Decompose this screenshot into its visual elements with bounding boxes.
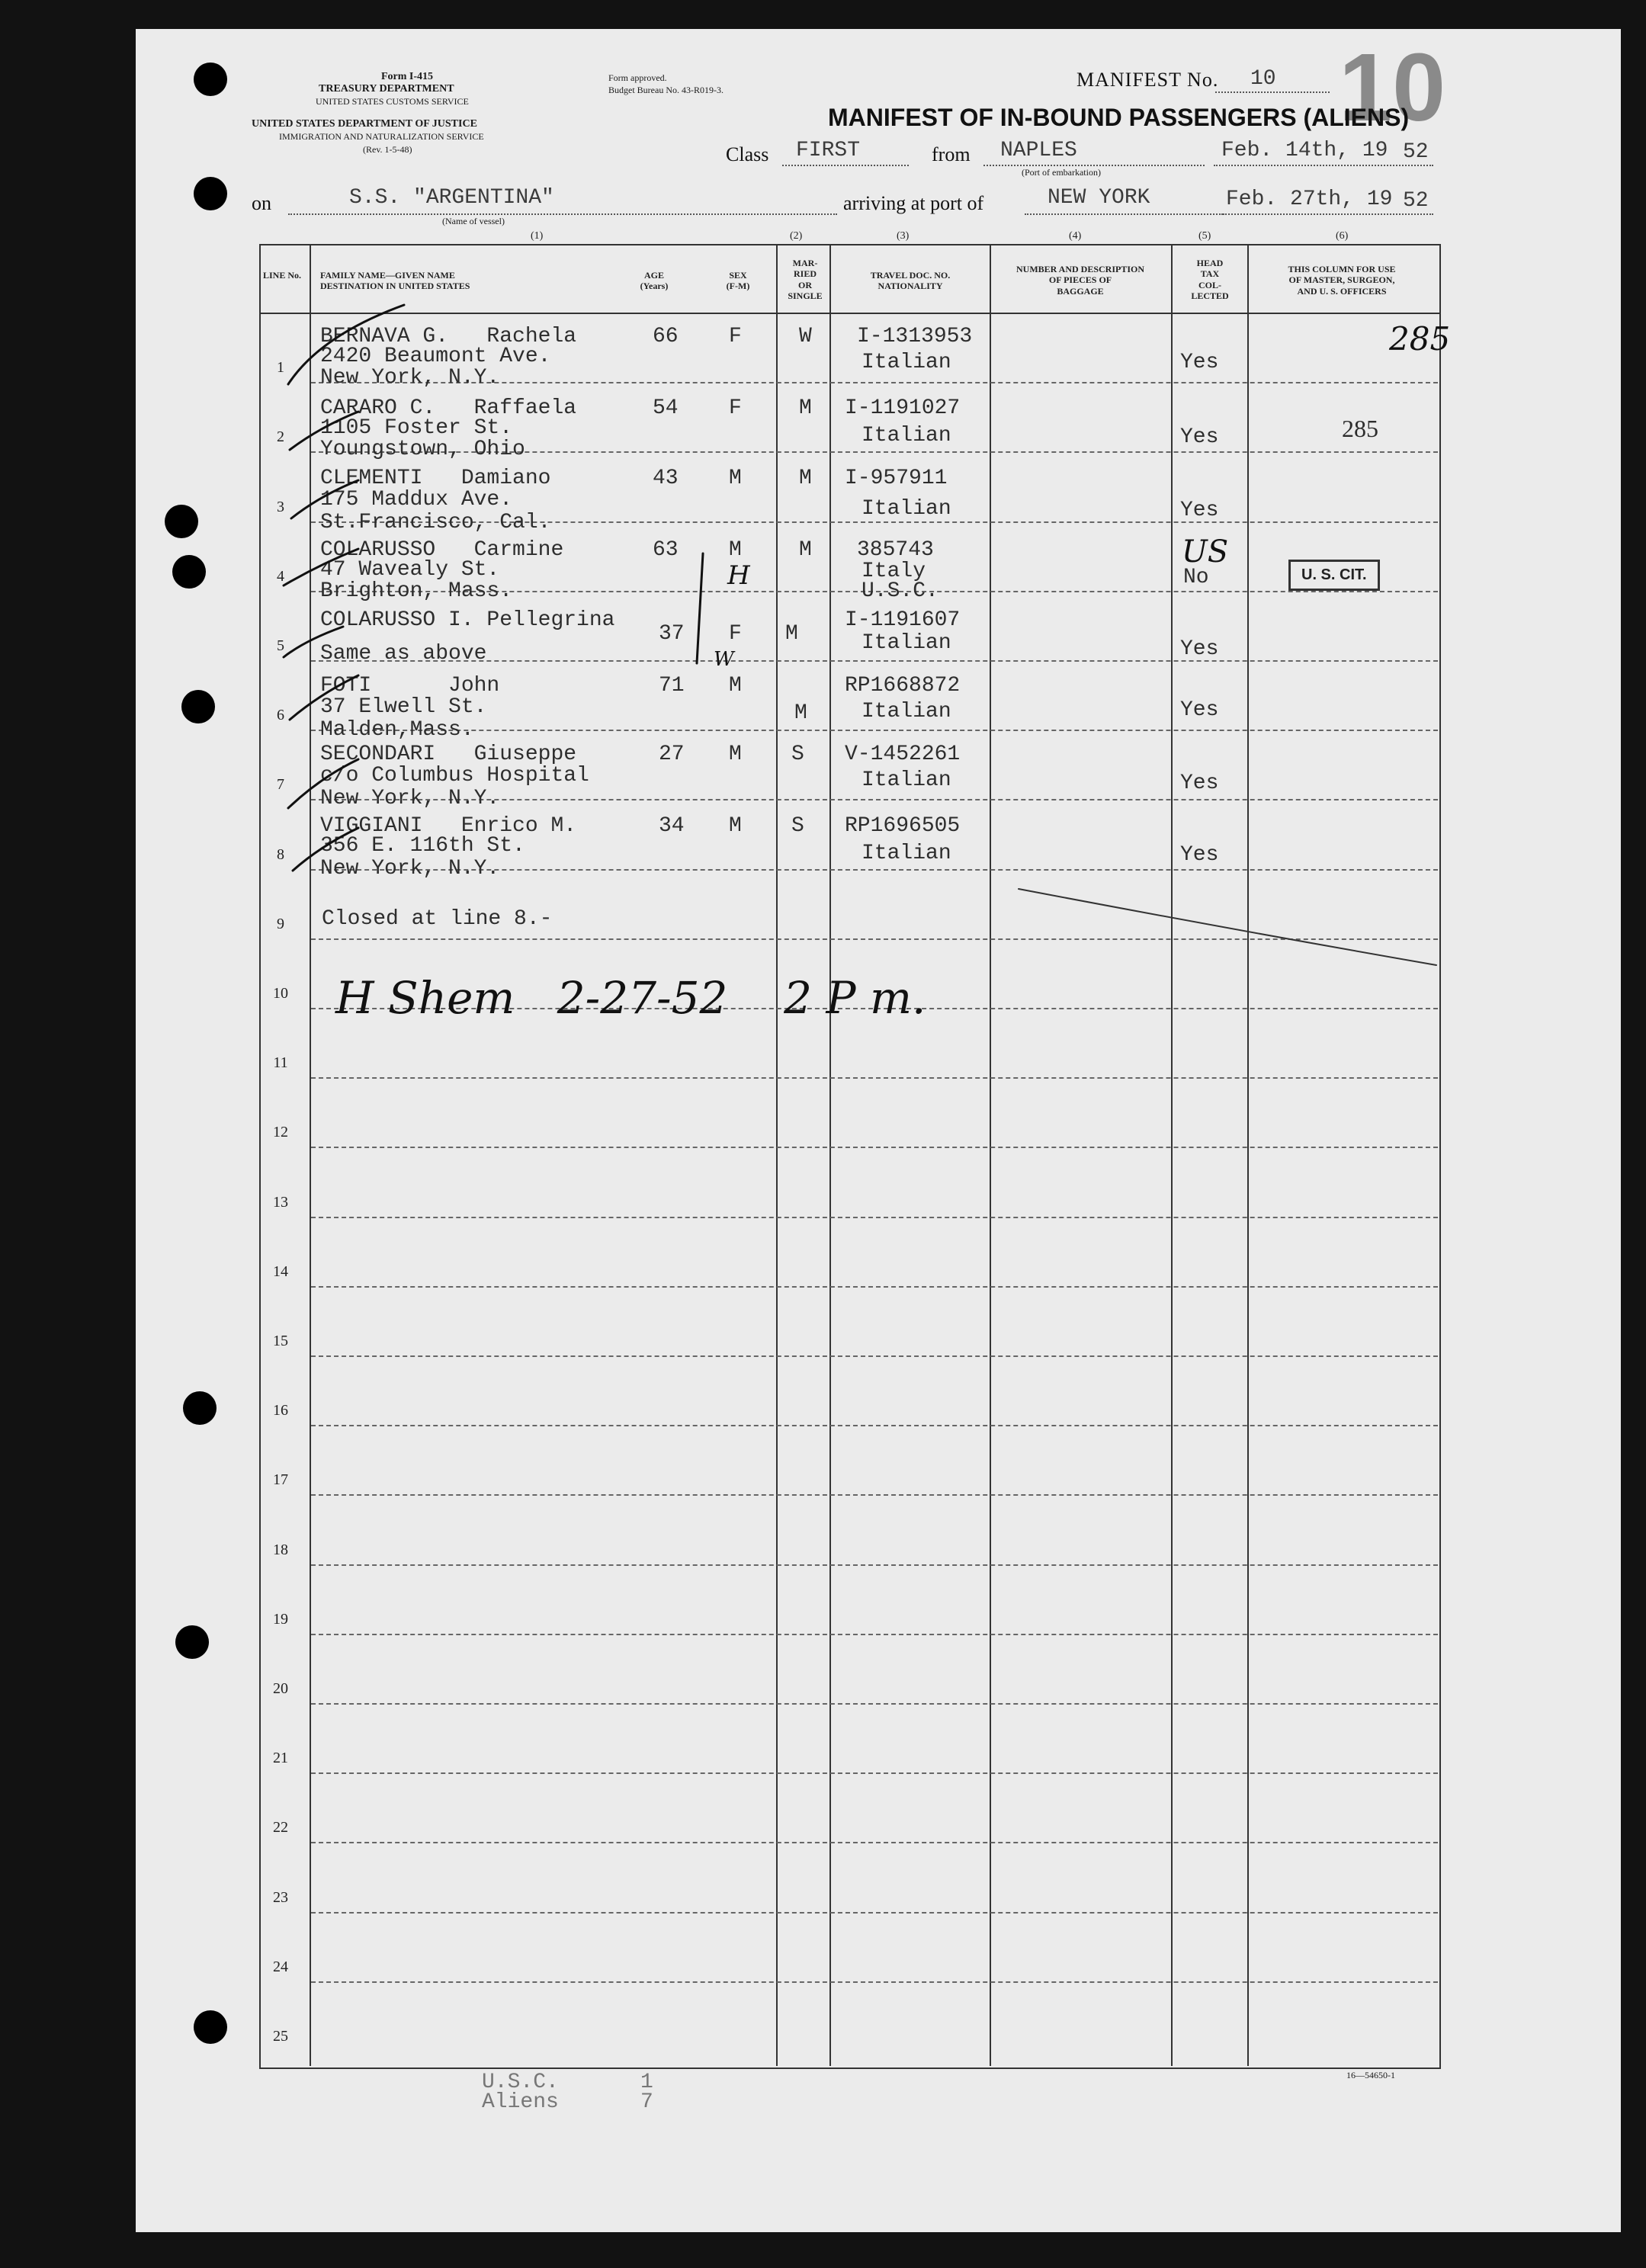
passenger-marital: S <box>791 743 804 766</box>
budget-bureau: Budget Bureau No. 43-R019-3. <box>608 85 724 95</box>
passenger-headtax: Yes <box>1180 499 1219 522</box>
from-value: NAPLES <box>1000 139 1077 162</box>
passenger-nationality: Italian <box>862 842 951 865</box>
vessel-note: (Name of vessel) <box>442 216 505 226</box>
depart-year: 52 <box>1403 140 1429 164</box>
passenger-city: New York, N.Y. <box>320 787 500 810</box>
on-label: on <box>252 192 271 214</box>
arrive-date: Feb. 27th, 19 <box>1226 188 1393 211</box>
passenger-name: COLARUSSO Carmine <box>320 538 564 562</box>
treasury-dept: TREASURY DEPARTMENT <box>319 83 454 95</box>
passenger-sex: F <box>729 622 742 646</box>
col-rule <box>829 244 831 2066</box>
row-rule <box>311 1355 1438 1357</box>
col-name-header: FAMILY NAME—GIVEN NAME DESTINATION IN UNITED STATES <box>320 270 470 292</box>
line-number: 3 <box>277 498 284 515</box>
port-embarkation-note: (Port of embarkation) <box>1022 167 1101 178</box>
line-number: 13 <box>273 1193 288 1211</box>
passenger-age: 63 <box>653 538 679 562</box>
passenger-nationality: Italian <box>862 700 951 723</box>
row-rule <box>311 938 1438 940</box>
line-number: 18 <box>273 1541 288 1558</box>
passenger-nationality: Italian <box>862 631 951 655</box>
col-num-5: (5) <box>1198 230 1211 242</box>
passenger-sex: M <box>729 743 742 766</box>
manifest-big-number: 10 <box>1339 34 1446 141</box>
class-field-line <box>782 165 909 166</box>
passenger-city: New York, N.Y. <box>320 857 500 881</box>
manifest-label: MANIFEST No. <box>1076 69 1219 91</box>
passenger-headtax: Yes <box>1180 772 1219 795</box>
line-number: 11 <box>273 1054 288 1072</box>
row-rule <box>311 1077 1438 1079</box>
passenger-address: 2420 Beaumont Ave. <box>320 345 551 368</box>
passenger-age: 43 <box>653 467 679 490</box>
form-number: Form I-415 <box>381 71 434 82</box>
passenger-sex: M <box>729 814 742 838</box>
arrive-year: 52 <box>1403 189 1429 213</box>
revision: (Rev. 1-5-48) <box>363 144 412 155</box>
passenger-nationality: Italian <box>862 768 951 792</box>
passenger-name: CARARO C. Raffaela <box>320 396 577 420</box>
total-usc-count: 1 <box>640 2071 653 2094</box>
passenger-marital: M <box>799 396 812 420</box>
manifest-title: MANIFEST OF IN-BOUND PASSENGERS (ALIENS) <box>828 104 1410 131</box>
col-num-4: (4) <box>1069 230 1082 242</box>
line-number: 19 <box>273 1610 288 1628</box>
vessel-field-line <box>288 213 837 215</box>
col-married-header: MAR- RIED OR SINGLE <box>788 258 823 302</box>
row-rule <box>311 1147 1438 1148</box>
passenger-marital: M <box>785 622 798 646</box>
passenger-name: BERNAVA G. Rachela <box>320 325 577 348</box>
line-number: 7 <box>277 776 284 794</box>
line-number: 21 <box>273 1750 288 1767</box>
passenger-sex: F <box>729 325 742 348</box>
passenger-sex: M <box>729 467 742 490</box>
line-number: 22 <box>273 1819 288 1837</box>
line-number: 9 <box>277 915 284 932</box>
passenger-sex: F <box>729 396 742 420</box>
form-approved: Form approved. <box>608 72 667 83</box>
passenger-name: VIGGIANI Enrico M. <box>320 814 577 838</box>
header-rule <box>259 313 1439 314</box>
row-rule <box>311 1286 1438 1288</box>
col-travel-header: TRAVEL DOC. NO. NATIONALITY <box>870 270 951 292</box>
passenger-nationality: Italian <box>862 424 951 448</box>
from-field-line <box>983 165 1205 166</box>
col-num-1: (1) <box>531 230 544 242</box>
depart-date: Feb. 14th, 19 <box>1221 139 1388 162</box>
col-num-6: (6) <box>1336 230 1349 242</box>
row-rule <box>311 1217 1438 1218</box>
passenger-doc: I-1191607 <box>845 608 961 632</box>
col-rule <box>1247 244 1249 2066</box>
passenger-address: 1105 Foster St. <box>320 416 513 440</box>
passenger-doc: RP1668872 <box>845 674 961 698</box>
line-number: 4 <box>277 567 284 585</box>
row-rule <box>311 1494 1438 1496</box>
class-label: Class <box>726 143 769 165</box>
line-number: 25 <box>273 2028 288 2045</box>
binder-hole <box>194 63 227 96</box>
passenger-headtax: Yes <box>1180 698 1219 722</box>
binder-hole <box>194 177 227 210</box>
passenger-city: Youngstown, Ohio <box>320 438 525 461</box>
row-rule <box>311 1703 1438 1705</box>
passenger-doc: 385743 <box>857 538 934 562</box>
passenger-age: 37 <box>659 622 685 646</box>
passenger-nationality: Italian <box>862 351 951 374</box>
passenger-age: 54 <box>653 396 679 420</box>
passenger-age: 27 <box>659 743 685 766</box>
passenger-name: FOTI John <box>320 674 500 698</box>
inspector-signature: H Shem 2-27-52 2 P m. <box>335 972 926 1024</box>
col-baggage-header: NUMBER AND DESCRIPTION OF PIECES OF BAGGAGE <box>1016 264 1145 297</box>
line-number: 5 <box>277 637 284 654</box>
passenger-marital: W <box>799 325 812 348</box>
col-age-header: AGE (Years) <box>640 270 669 292</box>
col-num-3: (3) <box>897 230 910 242</box>
col-num-2: (2) <box>790 230 803 242</box>
line-number: 12 <box>273 1124 288 1141</box>
passenger-headtax: No <box>1183 566 1209 589</box>
customs-service: UNITED STATES CUSTOMS SERVICE <box>316 96 469 107</box>
arrival-port: NEW YORK <box>1048 186 1150 210</box>
passenger-nationality: Italy <box>862 560 926 583</box>
passenger-headtax: Yes <box>1180 351 1219 374</box>
col-rule <box>990 244 991 2066</box>
passenger-nationality: Italian <box>862 497 951 521</box>
passenger-headtax: Yes <box>1180 425 1219 449</box>
row-rule <box>311 1634 1438 1635</box>
passenger-city: Brighton, Mass. <box>320 579 513 603</box>
row-rule <box>311 1981 1438 1983</box>
line-number: 16 <box>273 1402 288 1420</box>
col-line-header: LINE No. <box>262 270 301 281</box>
sex-correction-w: W <box>714 648 734 671</box>
passenger-address: 356 E. 116th St. <box>320 834 525 858</box>
passenger-marital: S <box>791 814 804 838</box>
binder-hole <box>181 690 215 723</box>
passenger-city: Malden,Mass. <box>320 718 474 742</box>
row-rule <box>311 1772 1438 1774</box>
total-aliens-label: Aliens <box>482 2090 559 2114</box>
manifest-number: 10 <box>1250 67 1276 91</box>
us-citizen-stamp: U. S. CIT. <box>1288 560 1380 591</box>
line-number: 20 <box>273 1680 288 1697</box>
col-officers-header: THIS COLUMN FOR USE OF MASTER, SURGEON, AND U. S. OFFICERS <box>1288 264 1396 297</box>
passenger-doc: I-1313953 <box>857 325 973 348</box>
passenger-age: 71 <box>659 674 685 698</box>
passenger-address: 175 Maddux Ave. <box>320 488 513 512</box>
col-rule <box>310 244 311 2066</box>
passenger-name: COLARUSSO I. Pellegrina <box>320 608 615 632</box>
line-number: 6 <box>277 707 284 724</box>
passenger-headtax: Yes <box>1180 637 1219 661</box>
passenger-doc: I-1191027 <box>845 396 961 420</box>
passenger-address: 37 Elwell St. <box>320 695 487 719</box>
passenger-sex: M <box>729 538 742 562</box>
line-number: 1 <box>277 359 284 377</box>
binder-hole <box>175 1625 209 1659</box>
passenger-name: SECONDARI Giuseppe <box>320 743 577 766</box>
passenger-address: 47 Wavealy St. <box>320 558 500 582</box>
total-aliens-count: 7 <box>640 2090 653 2114</box>
passenger-sex: M <box>729 674 742 698</box>
col-headtax-header: HEAD TAX COL- LECTED <box>1191 258 1229 302</box>
line-number: 17 <box>273 1471 288 1489</box>
passenger-name: CLEMENTI Damiano <box>320 467 551 490</box>
us-handwritten: US <box>1182 534 1229 569</box>
total-usc-label: U.S.C. <box>482 2071 559 2094</box>
line-number: 8 <box>277 845 284 863</box>
closed-at-line: Closed at line 8.- <box>322 907 553 931</box>
from-label: from <box>932 143 971 165</box>
binder-hole <box>194 2010 227 2044</box>
passenger-city: Same as above <box>320 642 487 666</box>
justice-dept: UNITED STATES DEPARTMENT OF JUSTICE <box>252 118 477 130</box>
row-rule <box>311 730 1438 731</box>
officer-note-285: 285 <box>1389 320 1451 358</box>
line-number: 2 <box>277 428 284 446</box>
arrive-date-line <box>1223 213 1433 215</box>
binder-hole <box>172 555 206 589</box>
line-number: 10 <box>273 985 288 1002</box>
officer-note-285-typed: 285 <box>1342 415 1378 442</box>
passenger-city: St.Francisco, Cal. <box>320 511 551 534</box>
form-footer-code: 16—54650-1 <box>1346 2070 1395 2080</box>
class-value: FIRST <box>796 139 861 162</box>
vessel-name: S.S. "ARGENTINA" <box>349 186 554 210</box>
line-number: 14 <box>273 1262 288 1280</box>
passenger-doc: V-1452261 <box>845 743 961 766</box>
ins-service: IMMIGRATION AND NATURALIZATION SERVICE <box>279 131 484 142</box>
row-rule <box>311 1425 1438 1426</box>
line-number: 23 <box>273 1888 288 1906</box>
sex-correction-h: H <box>727 560 750 591</box>
passenger-marital: M <box>794 701 807 725</box>
col-rule <box>1171 244 1173 2066</box>
col-sex-header: SEX (F-M) <box>726 270 750 292</box>
passenger-age: 34 <box>659 814 685 838</box>
passenger-doc: I-957911 <box>845 467 948 490</box>
line-number: 15 <box>273 1333 288 1349</box>
passenger-headtax: Yes <box>1180 843 1219 867</box>
depart-date-line <box>1214 165 1433 166</box>
passenger-city: New York, N.Y. <box>320 366 500 390</box>
passenger-marital: M <box>799 467 812 490</box>
binder-hole <box>183 1391 217 1425</box>
binder-hole <box>165 505 198 538</box>
manifest-no-line <box>1215 91 1330 93</box>
passenger-nationality-2: U.S.C. <box>862 579 939 603</box>
line-number: 24 <box>273 1958 288 1975</box>
row-rule <box>311 1912 1438 1914</box>
row-rule <box>311 1842 1438 1843</box>
port-field-line <box>1025 213 1223 215</box>
passenger-doc: RP1696505 <box>845 814 961 838</box>
passenger-age: 66 <box>653 325 679 348</box>
passenger-address: c/o Columbus Hospital <box>320 764 589 788</box>
col-rule <box>776 244 778 2066</box>
passenger-marital: M <box>799 538 812 562</box>
arriving-label: arriving at port of <box>843 192 984 214</box>
row-rule <box>311 1564 1438 1566</box>
